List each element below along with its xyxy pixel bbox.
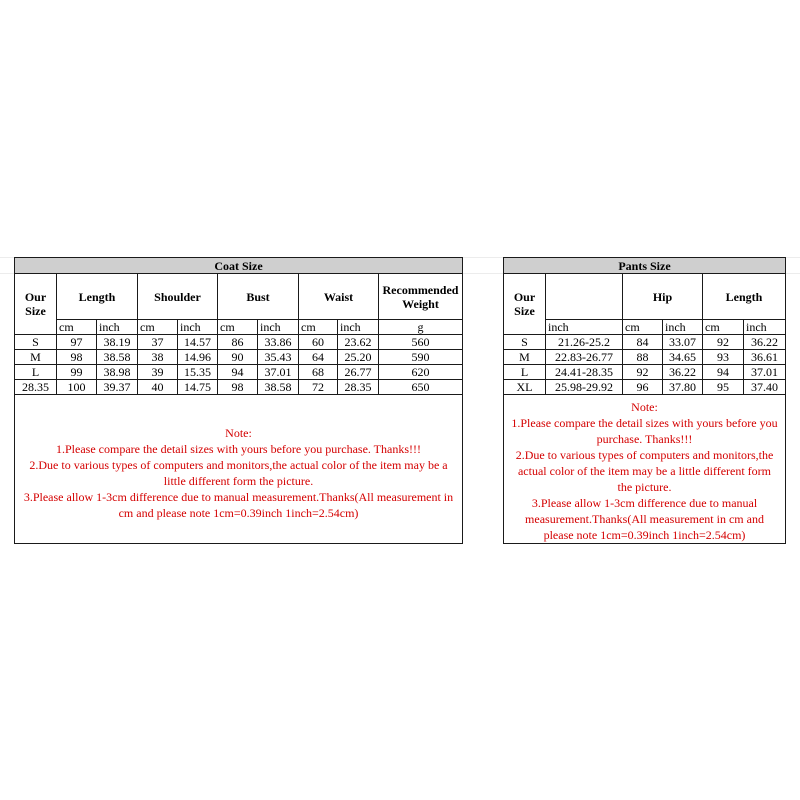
table-row — [504, 335, 786, 350]
table-cell: 560 — [379, 335, 463, 350]
table-cell: 36.61 — [744, 350, 786, 365]
table-cell: 15.35 — [178, 365, 218, 380]
table-cell: 97 — [57, 335, 97, 350]
table-cell: 39.37 — [97, 380, 138, 395]
table-cell: 21.26-25.2 — [546, 335, 623, 350]
table-cell: 94 — [703, 365, 744, 380]
unit-cell: cm — [299, 320, 338, 335]
table-cell: 38.98 — [97, 365, 138, 380]
length-header: Length — [57, 274, 138, 320]
unit-cell: inch — [178, 320, 218, 335]
unit-cell: cm — [218, 320, 258, 335]
table-cell: 38.19 — [97, 335, 138, 350]
table-cell: L — [15, 365, 57, 380]
table-cell: 14.75 — [178, 380, 218, 395]
note-line-1: 1.Please compare the detail sizes with yours before you purchase. Thanks!!! — [511, 416, 778, 446]
table-cell: S — [504, 335, 546, 350]
table-cell: 28.35 — [15, 380, 57, 395]
table-cell: 40 — [138, 380, 178, 395]
unit-cell: inch — [744, 320, 786, 335]
pants-size-table — [503, 257, 786, 544]
table-cell: 14.96 — [178, 350, 218, 365]
bust-header: Bust — [218, 274, 299, 320]
table-cell: 650 — [379, 380, 463, 395]
length-header: Length — [703, 274, 786, 320]
recommended-weight-header: Recommended Weight — [379, 274, 463, 320]
table-row — [504, 365, 786, 380]
waist-header: Waist — [299, 274, 379, 320]
table-cell: 25.20 — [338, 350, 379, 365]
table-cell: 90 — [218, 350, 258, 365]
unit-cell: inch — [546, 320, 623, 335]
table-cell: 94 — [218, 365, 258, 380]
unit-cell: cm — [138, 320, 178, 335]
table-cell: XL — [504, 380, 546, 395]
table-row — [504, 380, 786, 395]
table-cell: 96 — [623, 380, 663, 395]
table-cell: 92 — [703, 335, 744, 350]
table-cell: 39 — [138, 365, 178, 380]
table-cell: 620 — [379, 365, 463, 380]
table-cell: 95 — [703, 380, 744, 395]
table-cell: 26.77 — [338, 365, 379, 380]
table-cell: 68 — [299, 365, 338, 380]
table-cell: 84 — [623, 335, 663, 350]
table-row — [15, 350, 463, 365]
unit-cell: cm — [623, 320, 663, 335]
unit-cell: inch — [97, 320, 138, 335]
pants-table-title: Pants Size — [504, 258, 786, 274]
table-cell: S — [15, 335, 57, 350]
table-cell: 100 — [57, 380, 97, 395]
table-row — [15, 335, 463, 350]
pants-size-sheet — [503, 257, 786, 544]
shoulder-header: Shoulder — [138, 274, 218, 320]
table-cell: 64 — [299, 350, 338, 365]
table-row — [15, 365, 463, 380]
table-row — [15, 380, 463, 395]
table-cell: 98 — [57, 350, 97, 365]
table-cell: 33.86 — [258, 335, 299, 350]
table-cell: 24.41-28.35 — [546, 365, 623, 380]
table-cell: 37.40 — [744, 380, 786, 395]
table-cell: 34.65 — [663, 350, 703, 365]
hip-header: Hip — [623, 274, 703, 320]
unit-cell: inch — [258, 320, 299, 335]
coat-table-title: Coat Size — [15, 258, 463, 274]
table-cell: 92 — [623, 365, 663, 380]
empty-header — [546, 274, 623, 320]
table-cell: 590 — [379, 350, 463, 365]
table-cell: 38.58 — [258, 380, 299, 395]
table-cell: 28.35 — [338, 380, 379, 395]
note-line-2: 2.Due to various types of computers and monitors,the actual color of the item may be a little different form the picture. — [29, 458, 448, 488]
table-row — [504, 350, 786, 365]
table-cell: 22.83-26.77 — [546, 350, 623, 365]
table-cell: 37.01 — [744, 365, 786, 380]
table-cell: 36.22 — [663, 365, 703, 380]
table-cell: 14.57 — [178, 335, 218, 350]
table-cell: 86 — [218, 335, 258, 350]
unit-cell: cm — [703, 320, 744, 335]
note-title: Note: — [631, 400, 658, 414]
pants-note — [504, 395, 786, 544]
table-cell: 36.22 — [744, 335, 786, 350]
table-cell: 37.80 — [663, 380, 703, 395]
table-cell: 60 — [299, 335, 338, 350]
note-line-3: 3.Please allow 1-3cm difference due to manual measurement.Thanks(All measurement in cm and please note 1cm=0.39inch 1inch=2.54cm) — [23, 490, 454, 520]
unit-cell: inch — [338, 320, 379, 335]
unit-cell: inch — [663, 320, 703, 335]
table-cell: 37 — [138, 335, 178, 350]
note-line-3: 3.Please allow 1-3cm difference due to manual measurement.Thanks(All measurement in cm and please note 1cm=0.39inch 1inch=2.54cm) — [525, 496, 764, 542]
table-cell: 72 — [299, 380, 338, 395]
table-cell: 98 — [218, 380, 258, 395]
our-size-header: Our Size — [504, 274, 546, 335]
table-cell: 99 — [57, 365, 97, 380]
unit-cell: cm — [57, 320, 97, 335]
coat-size-table — [14, 257, 463, 544]
table-cell: 88 — [623, 350, 663, 365]
table-cell: 38 — [138, 350, 178, 365]
our-size-header: Our Size — [15, 274, 57, 335]
note-title: Note: — [225, 426, 252, 440]
table-cell: 38.58 — [97, 350, 138, 365]
table-cell: 33.07 — [663, 335, 703, 350]
unit-cell: g — [379, 320, 463, 335]
table-cell: 25.98-29.92 — [546, 380, 623, 395]
table-cell: 37.01 — [258, 365, 299, 380]
table-cell: L — [504, 365, 546, 380]
table-cell: M — [504, 350, 546, 365]
table-cell: 23.62 — [338, 335, 379, 350]
note-line-1: 1.Please compare the detail sizes with yours before you purchase. Thanks!!! — [56, 442, 421, 456]
coat-size-sheet — [14, 257, 463, 544]
table-cell: M — [15, 350, 57, 365]
note-line-2: 2.Due to various types of computers and monitors,the actual color of the item may be a little different form the picture. — [515, 448, 774, 494]
coat-note — [15, 395, 463, 544]
table-cell: 93 — [703, 350, 744, 365]
table-cell: 35.43 — [258, 350, 299, 365]
